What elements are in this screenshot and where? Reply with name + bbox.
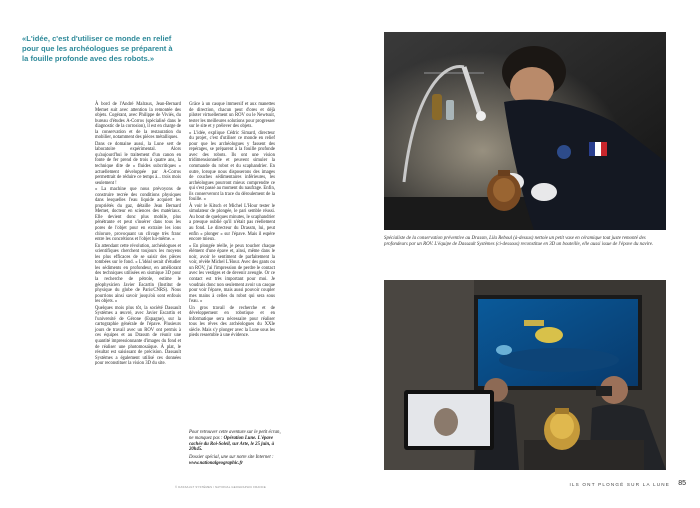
sidebar-program: Opération Lune. L'épave cachée du Roi-Soleil, sur Arte, le 25 juin, à 20h45. — [189, 435, 274, 453]
photo-conservator-cleaning-vase — [384, 32, 666, 230]
photo-illustration — [384, 32, 666, 230]
paragraph: Un gros travail de recherche et de développement en robotique et en informatique sera nécessaire pour réaliser tous les rêves des archéologues du XXIe siècle. Mais s'y plonger avec la Lune sous les pieds ressemble à une évidence. — [189, 305, 275, 339]
paragraph: « La machine que nous prévoyons de construire recrée des conditions physiques dans lesquelles l'eau liquide acquiert les propriétés du gaz, détaille Jean Bernard Memet, docteur en sciences des matériaux. Elle devient donc plus mobile, plus pénétrante et peut s'insérer dans tous les pores de l'objet pour en extraire les ions chlorure, provoquant un clivage très franc entre les concrétions et l'objet lui-même. » — [95, 187, 181, 243]
running-title: ILS ONT PLONGÉ SUR LA LUNE — [569, 482, 670, 487]
paragraph: En attendant cette révolution, archéologues et scientifiques cherchent toujours les moyens les plus efficaces de se saisir des pièces tombées sur le fond. « L'idéal serait d'étudier les sédiments en profondeur, en améliorant des techniques utilisées en sismique 3D pour la recherche de pétrole, estime le géophysicien Javier Escartin (Institut de physique du globe de Paris/CNRS). Nous pourrions ainsi savoir jusqu'où sont enfouis les objets. » — [95, 243, 181, 305]
photo-3d-reconstruction-team — [384, 280, 666, 470]
photo-caption: Spécialiste de la conservation préventive au Drassm, Lila Reboul (à-dessus) nettoie un petit vase en céramique tout juste remonté des profondeurs par un ROV. L'équipe de Dassault Systèmes (ci-dessous) reconstitue en 3D un bouteille, elle aussi issue de l'épave du navire. — [384, 236, 654, 247]
pull-quote: «L'idée, c'est d'utiliser ce monde en relief pour que les archéologues se préparent à la fouille profonde avec des robots.» — [22, 34, 173, 63]
paragraph: « L'idée, explique Cédric Simard, directeur du projet, c'est d'utiliser ce monde en relief pour que les archéologues y fassent des repérages, se préparent à la fouille profonde avec des robots. Ils ont une vision tridimensionnelle et peuvent simuler la commande du robot et du scaphandrier. En outre, lorsque nous disposerons des images de couches sédimentaires inférieures, les archéologues pourront mieux comprendre ce qui s'est passé au moment du naufrage. Enfin, ils conserveront la trace du déroulement de la fouille. » — [189, 130, 275, 203]
sidebar-dossier: Dossier spécial, une sur notre site Internet : — [189, 455, 274, 461]
tv-sidebar-note — [189, 430, 284, 467]
paragraph: À voir le Kitsch et Michel L'Hour tester le simulateur de plongée, le pari semble réussi. Au bout de quelques minutes, le scaphandrier a presque oublié qu'il n'était pas réellement au fond. Le directeur du Drassm, lui, peut enfin « plonger » sur l'épave. Mais il espère encore mieux. — [189, 203, 275, 243]
paragraph: « En plongée réelle, je peux toucher chaque élément d'une épave et, ainsi, même dans le noir, avoir le sentiment de parfaitement la voir, révèle Michel L'Hour. Avec des gants ou un ROV, j'ai l'impression de perdre le contact avec les vestiges et de devenir aveugle. Or ce contact est très important pour moi. Je voudrais donc non seulement avoir un casque pour voir l'épave, mais aussi pouvoir coupler mes mains à celles du robot qui sera sous l'eau. » — [189, 243, 275, 305]
sidebar-website-link[interactable]: www.nationalgeographic.fr — [189, 460, 243, 466]
photo-credit: © DASSAULT SYSTÈMES / NATIONAL GEOGRAPHIC FRANCE — [175, 485, 266, 489]
photo-illustration — [384, 280, 666, 470]
paragraph: Grâce à un casque immersif et aux manettes de direction, chacun peut d'ores et déjà piloter virtuellement un ROV ou le Newtsuit, tester les meilleures solutions pour progresser sur le site et y prélever des objets. — [189, 102, 275, 130]
paragraph: Dans ce domaine aussi, la Lune sert de laboratoire expérimental. Alors qu'aujourd'hui le traitement d'un canon en fonte de fer prend de trois à quatre ans, la technique dite de « fluides subcritiques » actuellement développée par A-Corros permettrait de réduire ce temps à... trois mois seulement ! — [95, 141, 181, 186]
body-column-2 — [189, 102, 275, 340]
paragraph: À bord de l'André Malraux, Jean-Bernard Memet suit avec attention la remontée des objets. Cogérant, avec Philippe de Viviés, du bureau d'études A-Corros (spécialisé dans le diagnostic de la corrosion), il est en charge de la conservation et de la restauration du mobilier, notamment des pièces métalliques. — [95, 102, 181, 141]
page-number: 85 — [678, 480, 686, 487]
sidebar-intro: Pour retrouver cette aventure sur le petit écran, ne manquez pas : — [189, 430, 281, 441]
paragraph: Quelques mois plus tôt, la société Dassault Systèmes a œuvré, avec Javier Escartin et l'université de Gérone (Espagne), sur la cartographie générale de l'épave. Plusieurs jours de travail avec un ROV ont permis à ces équipes et au Drassm de réunir une quantité impressionnante d'images du fond et de réaliser une photomosaïque. À plat, le résultat est saisissant de précision. Dassault Systèmes a également utilisé ces données pour reconstituer la vision 3D du site. — [95, 305, 181, 367]
body-column-1 — [95, 102, 181, 368]
